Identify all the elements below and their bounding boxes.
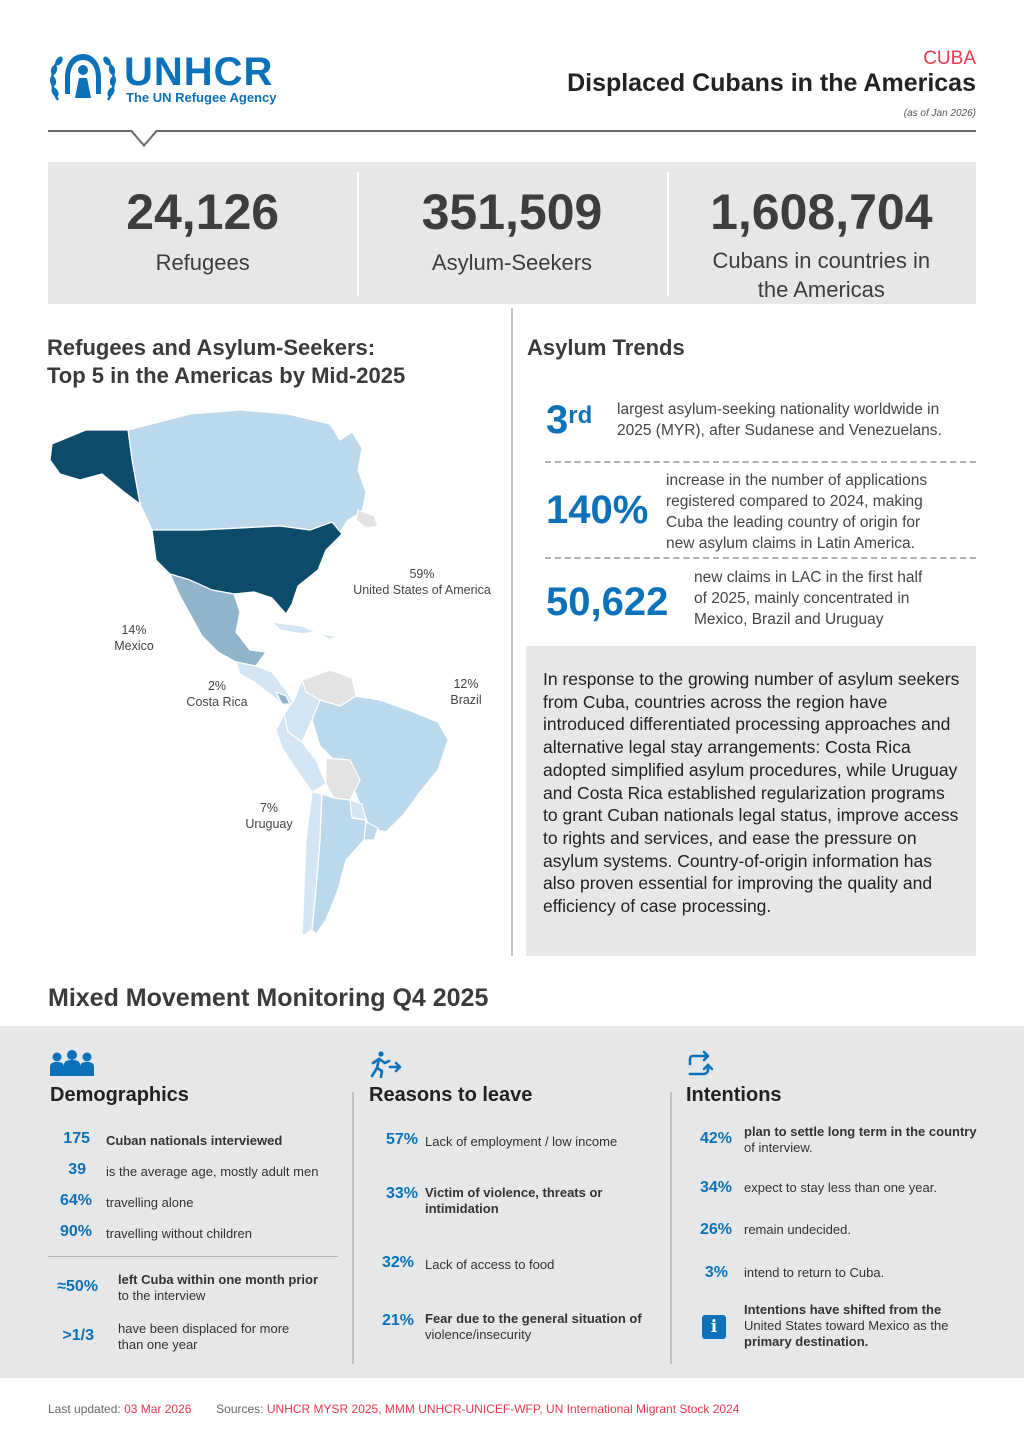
footer-sources-link[interactable]: UNHCR MYSR 2025, MMM UNHCR-UNICEF-WFP, UN International Migrant Stock 2024: [266, 1402, 740, 1416]
stat-number: >1/3: [62, 1327, 94, 1344]
map-label-country: Mexico: [114, 639, 154, 653]
kpi-label-line: the Americas: [757, 277, 885, 302]
stat-number: 3%: [704, 1264, 728, 1281]
page-title: Displaced Cubans in the Americas: [567, 69, 976, 97]
map-label-pct: 7%: [259, 801, 279, 815]
map-caribbean: [272, 622, 316, 634]
info-icon: i: [702, 1315, 726, 1339]
map-label-country: Uruguay: [245, 817, 293, 831]
kpi-refugees: [48, 162, 357, 304]
americas-map: [40, 400, 510, 950]
stat-number: 175: [63, 1130, 90, 1147]
direction-arrows-icon: [686, 1050, 734, 1078]
stat-number: 90%: [59, 1223, 92, 1240]
stat-text: is the average age, mostly adult men: [106, 1164, 319, 1179]
trend-increase-text: increase in the number of applications registered compared to 2024, making Cuba the leading country of origin for new asylum claims in Latin America.: [666, 472, 928, 552]
stat-number: 33%: [385, 1185, 418, 1202]
stat-text: travelling without children: [106, 1226, 252, 1241]
trend-new-claims-text: new claims in LAC in the first half of 2025, mainly concentrated in Mexico, Brazil and Uruguay: [694, 569, 923, 628]
map-label-usa: [340, 566, 504, 598]
trend-rank-text: largest asylum-seeking nationality worldwide in 2025 (MYR), after Sudanese and Venezuelans.: [617, 401, 942, 439]
map-label-mexico: [94, 622, 174, 654]
stat-number: 42%: [699, 1130, 732, 1147]
intentions-column: [672, 1026, 992, 1378]
stat-text: Lack of access to food: [425, 1257, 555, 1272]
map-alaska: [50, 430, 140, 504]
map-usa: [152, 522, 342, 614]
footer: [48, 1402, 739, 1416]
map-label-country: Brazil: [450, 693, 482, 707]
stat-text: remain undecided.: [744, 1222, 851, 1237]
dashed-divider: [545, 557, 976, 559]
footer-updated-date: 03 Mar 2026: [124, 1402, 192, 1416]
demographics-heading: Demographics: [50, 1084, 189, 1106]
map-section-title: [47, 334, 487, 390]
kpi-value: 24,126: [126, 184, 280, 240]
stat-number: 39: [68, 1161, 86, 1178]
country-label: CUBA: [923, 48, 976, 69]
unhcr-logo: [48, 48, 298, 106]
stat-text: Lack of employment / low income: [425, 1134, 618, 1149]
mmm-panel: [0, 1026, 1024, 1378]
trend-rank: 3rd: [546, 398, 593, 442]
logo-tagline: The UN Refugee Agency: [126, 90, 277, 105]
demographics-column: [0, 1026, 350, 1378]
trend-new-claims: 50,622: [546, 580, 669, 624]
stat-text: Cuban nationals interviewed: [106, 1133, 283, 1148]
map-canada: [128, 410, 366, 532]
intentions-heading: Intentions: [686, 1084, 782, 1106]
logo-wordmark: UNHCR: [124, 50, 274, 94]
stat-text: Victim of violence, threats or intimidation: [425, 1185, 603, 1216]
title-line: Top 5 in the Americas by Mid-2025: [47, 363, 406, 388]
response-text-box: In response to the growing number of asylum seekers from Cuba, countries across the region have introduced differentiated processing approaches and alternative legal stay arrangements: Costa Rica adopted simplified asylum procedures, while Uruguay and Costa Rica established regularization programs to grant Cuban nationals legal status, improve access to rights and services, and ease the pressure on asylum systems. Country-of-origin information has also proven essential for improving the quality and efficiency of case processing.: [526, 646, 976, 956]
footer-updated-label: Last updated:: [48, 1402, 121, 1416]
kpi-band: [48, 162, 976, 304]
stat-text: expect to stay less than one year.: [744, 1180, 937, 1195]
stat-number: 64%: [59, 1192, 92, 1209]
unhcr-emblem-icon: [48, 48, 118, 106]
as-of-date: (as of Jan 2026): [903, 108, 976, 119]
map-label-uruguay: [234, 800, 304, 832]
stat-number: 32%: [381, 1254, 414, 1271]
reasons-column: [354, 1026, 670, 1378]
stat-text: plan to settle long term in the country of interview.: [744, 1124, 977, 1155]
kpi-label: [667, 246, 976, 304]
intentions-note: Intentions have shifted from the United States toward Mexico as the primary destination.: [744, 1302, 949, 1349]
header-divider: [48, 130, 976, 132]
stat-text: have been displaced for more than one year: [118, 1321, 290, 1352]
people-group-icon: [48, 1050, 96, 1078]
kpi-label: Asylum-Seekers: [431, 250, 593, 275]
map-label-pct: 59%: [409, 567, 435, 581]
map-greenland: [356, 510, 378, 528]
running-person-icon: [368, 1050, 416, 1078]
reasons-heading: Reasons to leave: [369, 1084, 533, 1106]
map-label-pct: 12%: [453, 677, 479, 691]
footer-sources-label: Sources:: [216, 1402, 264, 1416]
stat-number: 26%: [699, 1221, 732, 1238]
kpi-value: 351,509: [421, 184, 603, 240]
kpi-label: Refugees: [155, 250, 250, 275]
stat-number: ≈50%: [57, 1278, 98, 1295]
map-label-brazil: [436, 676, 496, 708]
stat-number: 21%: [381, 1312, 414, 1329]
stat-text: travelling alone: [106, 1195, 194, 1210]
trend-increase: 140%: [546, 488, 649, 532]
map-label-pct: 14%: [121, 623, 147, 637]
title-line: Refugees and Asylum-Seekers:: [47, 335, 376, 360]
kpi-cubans-americas: [667, 162, 976, 304]
map-label-costa-rica: [172, 678, 262, 710]
kpi-label-line: Cubans in countries in: [712, 248, 931, 273]
kpi-asylum-seekers: [357, 162, 666, 304]
dashed-divider: [545, 461, 976, 463]
trends-title: Asylum Trends: [527, 335, 685, 360]
kpi-value: 1,608,704: [710, 184, 933, 240]
map-label-pct: 2%: [207, 679, 227, 693]
map-label-country: Costa Rica: [186, 695, 248, 709]
mmm-title: Mixed Movement Monitoring Q4 2025: [48, 984, 489, 1012]
stat-text: left Cuba within one month prior to the interview: [118, 1272, 319, 1303]
column-divider: [511, 308, 513, 956]
stat-text: Fear due to the general situation of violence/insecurity: [425, 1311, 642, 1342]
stat-text: intend to return to Cuba.: [744, 1265, 885, 1280]
map-label-country: United States of America: [353, 583, 491, 597]
thin-divider: [48, 1256, 338, 1257]
stat-number: 34%: [699, 1179, 732, 1196]
stat-number: 57%: [385, 1131, 418, 1148]
